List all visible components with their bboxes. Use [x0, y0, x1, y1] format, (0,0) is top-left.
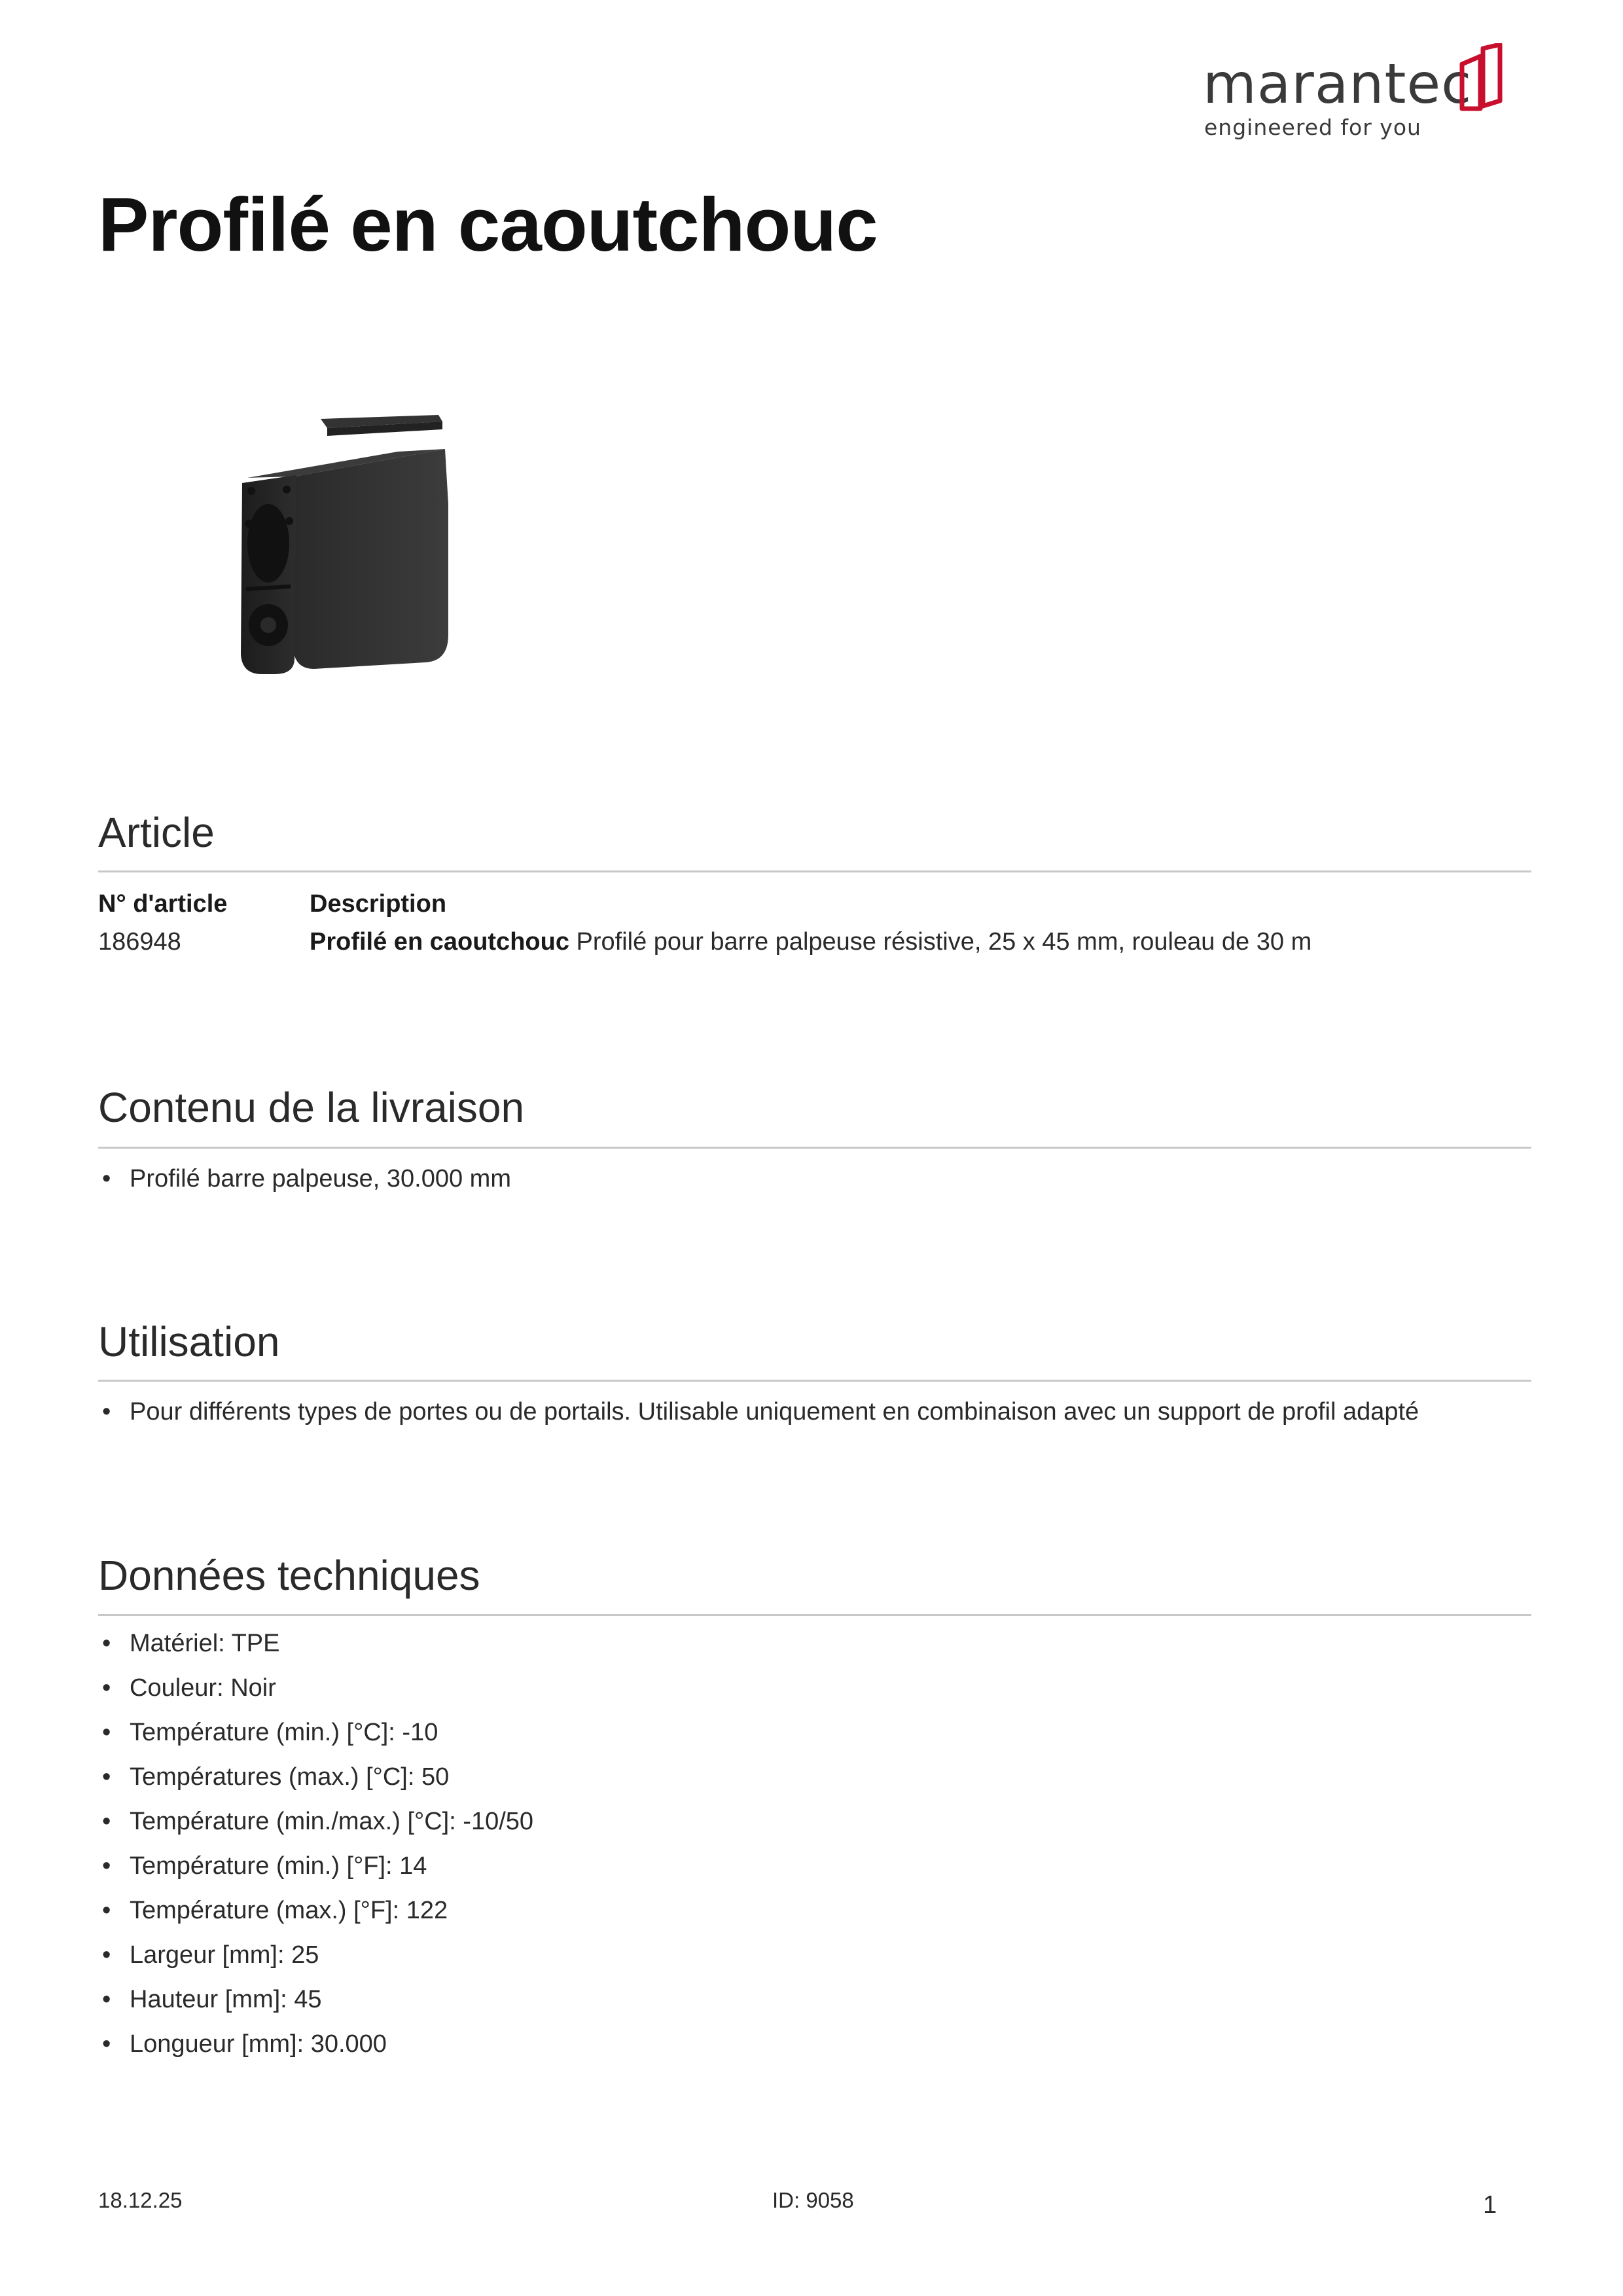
section-divider — [98, 1614, 1531, 1616]
brand-name: marantec — [1203, 52, 1472, 116]
technical-list — [98, 1631, 533, 2076]
bullet-icon: • — [102, 1986, 111, 2013]
section-divider — [98, 1380, 1531, 1382]
section-divider — [98, 870, 1531, 872]
bullet-icon: • — [102, 1941, 111, 1969]
list-item: • Température (max.) [°F]: 122 — [102, 1897, 448, 1924]
list-item: • Température (min.) [°F]: 14 — [102, 1852, 427, 1880]
bullet-icon: • — [102, 1165, 111, 1193]
bullet-icon: • — [102, 2030, 111, 2058]
list-item: • Matériel: TPE — [102, 1630, 280, 1657]
list-item: • Profilé barre palpeuse, 30.000 mm — [102, 1165, 511, 1193]
footer-page-number: 1 — [1483, 2191, 1497, 2219]
list-item: • Couleur: Noir — [102, 1674, 276, 1702]
list-item: • Température (min.) [°C]: -10 — [102, 1719, 438, 1746]
article-description-text: Profilé pour barre palpeuse résistive, 25 x 45 mm, rouleau de 30 m — [576, 928, 1312, 956]
list-item: • Températures (max.) [°C]: 50 — [102, 1763, 450, 1791]
list-item: • Longueur [mm]: 30.000 — [102, 2030, 387, 2058]
section-divider — [98, 1147, 1531, 1149]
column-header-article-number: N° d'article — [98, 890, 228, 918]
bullet-icon: • — [102, 1398, 111, 1426]
list-item: • Hauteur [mm]: 45 — [102, 1986, 322, 2013]
article-description — [310, 929, 1311, 954]
page-title: Profilé en caoutchouc — [98, 182, 878, 267]
bullet-icon: • — [102, 1852, 111, 1880]
section-heading-article: Article — [98, 809, 215, 856]
list-item: • Largeur [mm]: 25 — [102, 1941, 319, 1969]
section-heading-technical: Données techniques — [98, 1552, 480, 1599]
bullet-icon: • — [102, 1808, 111, 1835]
brand-logo — [1203, 43, 1504, 148]
brand-tagline: engineered for you — [1204, 115, 1421, 140]
usage-list — [98, 1399, 1419, 1444]
footer-date: 18.12.25 — [98, 2188, 183, 2212]
brand-mark-icon — [1458, 43, 1504, 115]
footer-document-id: ID: 9058 — [772, 2188, 854, 2212]
list-item: • Température (min./max.) [°C]: -10/50 — [102, 1808, 534, 1835]
section-heading-delivery: Contenu de la livraison — [98, 1084, 525, 1131]
article-number: 186948 — [98, 928, 181, 956]
bullet-icon: • — [102, 1719, 111, 1746]
product-image — [223, 399, 465, 674]
bullet-icon: • — [102, 1674, 111, 1702]
section-heading-usage: Utilisation — [98, 1318, 280, 1365]
bullet-icon: • — [102, 1630, 111, 1657]
delivery-list — [98, 1166, 511, 1211]
list-item: • Pour différents types de portes ou de portails. Utilisable uniquement en combinaison avec un support de profil adapté — [102, 1398, 1419, 1426]
bullet-icon: • — [102, 1763, 111, 1791]
column-header-description: Description — [310, 890, 447, 918]
bullet-icon: • — [102, 1897, 111, 1924]
article-product-name: Profilé en caoutchouc — [310, 928, 569, 956]
